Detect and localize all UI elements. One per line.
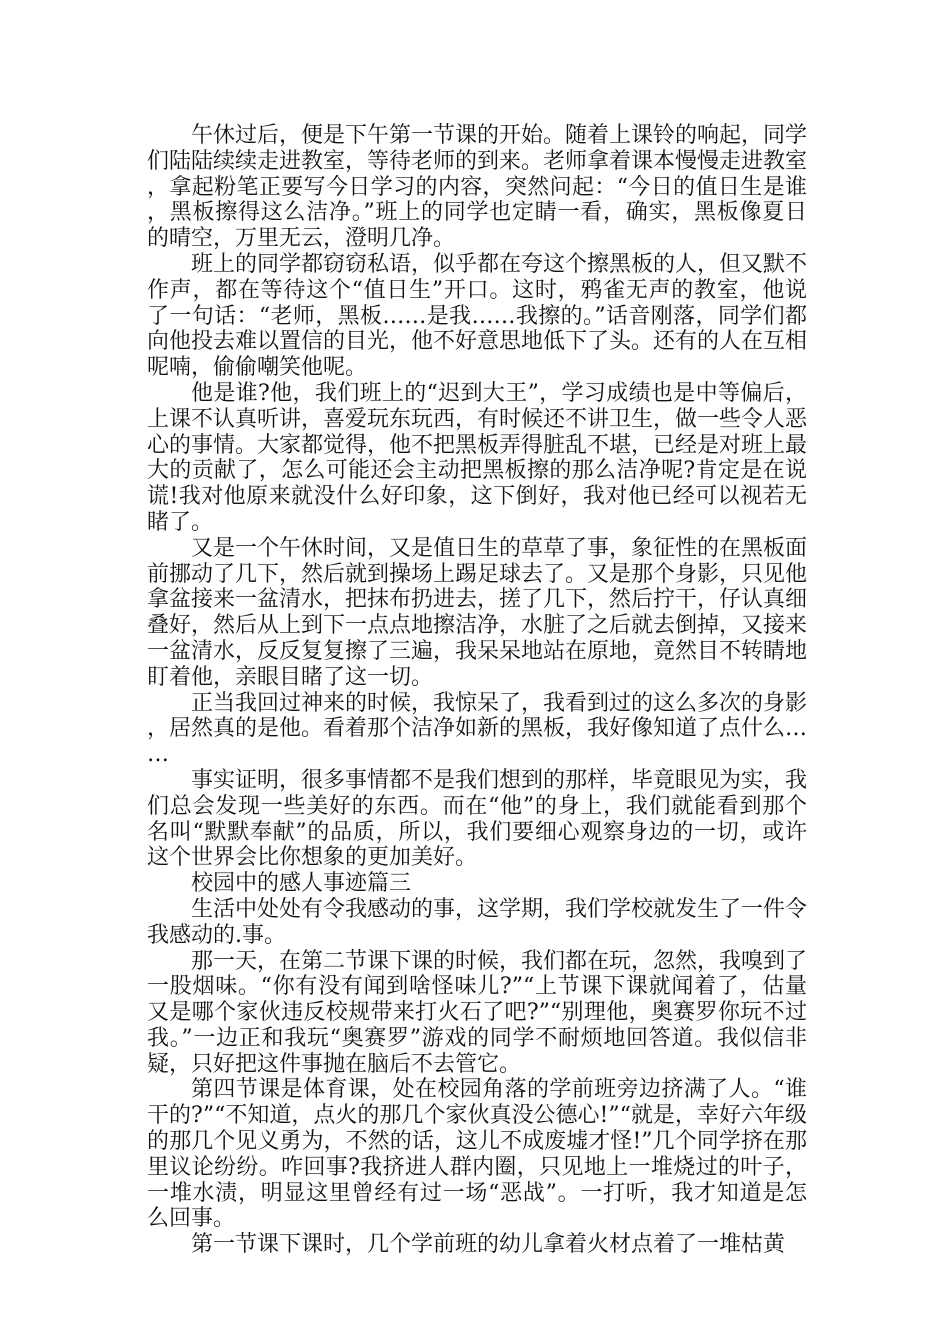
paragraph: 事实证明，很多事情都不是我们想到的那样，毕竟眼见为实，我们总会发现一些美好的东西。而在“他”的身上，我们就能看到那个名叫“默默奉献”的品质，所以，我们要细心观察身边的一切，或许这个世界会比你想象的更加美好。	[147, 767, 808, 871]
paragraph: 第四节课是体育课，处在校园角落的学前班旁边挤满了人。“谁干的?”“不知道，点火的那几个家伙真没公德心!”“就是，幸好六年级的那几个见义勇为，不然的话，这儿不成废墟才怪!”几个同学挤在那里议论纷纷。咋回事?我挤进人群内圈，只见地上一堆烧过的叶子，一堆水渍，明显这里曾经有过一场“恶战”。一打听，我才知道是怎么回事。	[147, 1077, 807, 1232]
paragraph: 那一天，在第二节课下课的时候，我们都在玩，忽然，我嗅到了一股烟味。“你有没有闻到啥怪味儿?”“上节课下课就闻着了，估量又是哪个家伙违反校规带来打火石了吧?”“别理他，奥赛罗你玩不过我。”一边正和我玩“奥赛罗”游戏的同学不耐烦地回答道。我似信非疑，只好把这件事抛在脑后不去管它。	[147, 948, 808, 1077]
paragraph: 他是谁?他，我们班上的“迟到大王”，学习成绩也是中等偏后，上课不认真听讲，喜爱玩东玩西，有时候还不讲卫生，做一些令人恶心的事情。大家都觉得，他不把黑板弄得脏乱不堪，已经是对班上最大的贡献了，怎么可能还会主动把黑板擦的那么洁净呢?肯定是在说谎!我对他原来就没什么好印象，这下倒好，我对他已经可以视若无睹了。	[147, 380, 808, 535]
paragraph: 正当我回过神来的时候，我惊呆了，我看到过的这么多次的身影，居然真的是他。看着那个洁净如新的黑板，我好像知道了点什么……	[147, 690, 808, 768]
document-body	[147, 123, 807, 1258]
paragraph: 午休过后，便是下午第一节课的开始。随着上课铃的响起，同学们陆陆续续走进教室，等待老师的到来。老师拿着课本慢慢走进教室，拿起粉笔正要写今日学习的内容，突然问起：“今日的值日生是谁，黑板擦得这么洁净。”班上的同学也定睛一看，确实，黑板像夏日的晴空，万里无云，澄明几净。	[147, 123, 808, 252]
section-heading: 校园中的感人事迹篇三	[191, 871, 412, 897]
paragraph: 班上的同学都窃窃私语，似乎都在夸这个擦黑板的人，但又默不作声，都在等待这个“值日生”开口。这时，鸦雀无声的教室，他说了一句话：“老师，黑板……是我……我擦的。”话音刚落，同学们都向他投去难以置信的目光，他不好意思地低下了头。还有的人在互相呢喃，偷偷嘲笑他呢。	[147, 251, 808, 381]
paragraph: 生活中处处有令我感动的事，这学期，我们学校就发生了一件令我感动的.事。	[147, 896, 808, 948]
paragraph: 第一节课下课时，几个学前班的幼儿拿着火材点着了一堆枯黄	[191, 1232, 786, 1258]
paragraph: 又是一个午休时间，又是值日生的草草了事，象征性的在黑板面前挪动了几下，然后就到操场上踢足球去了。又是那个身影，只见他拿盆接来一盆清水，把抹布扔进去，搓了几下，然后拧干，仔认真细叠好，然后从上到下一点点地擦洁净，水脏了之后就去倒掉，又接来一盆清水，反反复复擦了三遍，我呆呆地站在原地，竟然目不转睛地盯着他，亲眼目睹了这一切。	[147, 535, 808, 690]
